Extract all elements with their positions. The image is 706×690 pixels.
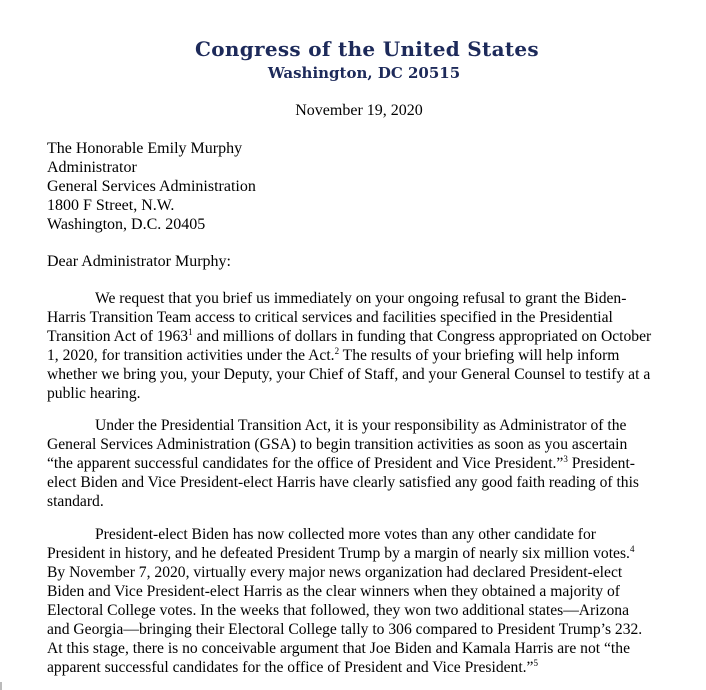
paragraph-line: Biden and Vice President-elect Harris as the clear winners when they obtained a majority of: [47, 583, 620, 600]
paragraph-1: [47, 289, 672, 403]
paragraph-line: We request that you brief us immediately on your ongoing refusal to grant the Biden-: [95, 290, 627, 307]
paragraph-2: [47, 416, 672, 511]
recipient-address: [47, 139, 256, 234]
letter-date: November 19, 2020: [295, 102, 423, 119]
scan-edge-mark: [0, 682, 2, 690]
paragraph-line: By November 7, 2020, virtually every major news organization had declared President-elect: [47, 564, 623, 581]
paragraph-line: Electoral College votes. In the weeks that followed, they won two additional states—Arizona: [47, 602, 630, 619]
paragraph-line: At this stage, there is no conceivable argument that Joe Biden and Kamala Harris are not “the: [47, 640, 630, 657]
paragraph-line: and Georgia—bringing their Electoral College tally to 306 compared to President Trump’s 232.: [47, 621, 643, 638]
letterhead: [0, 36, 706, 83]
letterhead-title: Congress of the United States: [195, 37, 539, 61]
footnote-ref-4: 4: [629, 543, 635, 554]
recipient-city: Washington, D.C. 20405: [47, 216, 206, 233]
recipient-street: 1800 F Street, N.W.: [47, 197, 175, 214]
paragraph-line: elect Biden and Vice President-elect Harris have clearly satisfied any good faith reading of this: [47, 474, 639, 491]
paragraph-line: [47, 327, 672, 346]
paragraph-line: Harris Transition Team access to critical services and facilities specified in the Presidential: [47, 309, 613, 326]
text-run: “the apparent successful candidates for the office of President and Vice President.”: [47, 455, 564, 472]
salutation: Dear Administrator Murphy:: [47, 253, 231, 270]
paragraph-line: public hearing.: [47, 385, 141, 402]
letterhead-subtitle: Washington, DC 20515: [267, 64, 461, 82]
text-run: The results of your briefing will help inform: [339, 347, 620, 364]
text-run: and millions of dollars in funding that Congress appropriated on October: [192, 328, 652, 345]
footnote-ref-2: 2: [334, 345, 340, 356]
paragraph-line: General Services Administration (GSA) to begin transition activities as soon as you ascertain: [47, 436, 628, 453]
text-run: Transition Act of 1963: [47, 328, 189, 345]
paragraph-line: standard.: [47, 493, 104, 510]
paragraph-line: [47, 544, 672, 563]
paragraph-line: [47, 658, 672, 677]
paragraph-line: Under the Presidential Transition Act, it is your responsibility as Administrator of the: [95, 417, 627, 434]
paragraph-line: whether we bring you, your Deputy, your Chief of Staff, and your General Counsel to testify at a: [47, 366, 651, 383]
footnote-ref-3: 3: [563, 453, 568, 464]
recipient-agency: General Services Administration: [47, 178, 256, 195]
text-run: President-: [567, 455, 635, 472]
text-run: apparent successful candidates for the office of President and Vice President.”: [47, 659, 534, 676]
footnote-ref-1: 1: [188, 326, 193, 337]
text-run: President in history, and he defeated President Trump by a margin of nearly six million votes.: [47, 545, 630, 562]
paragraph-line: President-elect Biden has now collected more votes than any other candidate for: [95, 526, 596, 543]
paragraph-3: [47, 525, 672, 677]
paragraph-line: [47, 454, 672, 473]
recipient-title: Administrator: [47, 159, 137, 176]
footnote-ref-5: 5: [533, 657, 538, 668]
paragraph-line: [47, 346, 672, 365]
text-run: 1, 2020, for transition activities under the Act.: [47, 347, 335, 364]
recipient-name: The Honorable Emily Murphy: [47, 140, 243, 157]
